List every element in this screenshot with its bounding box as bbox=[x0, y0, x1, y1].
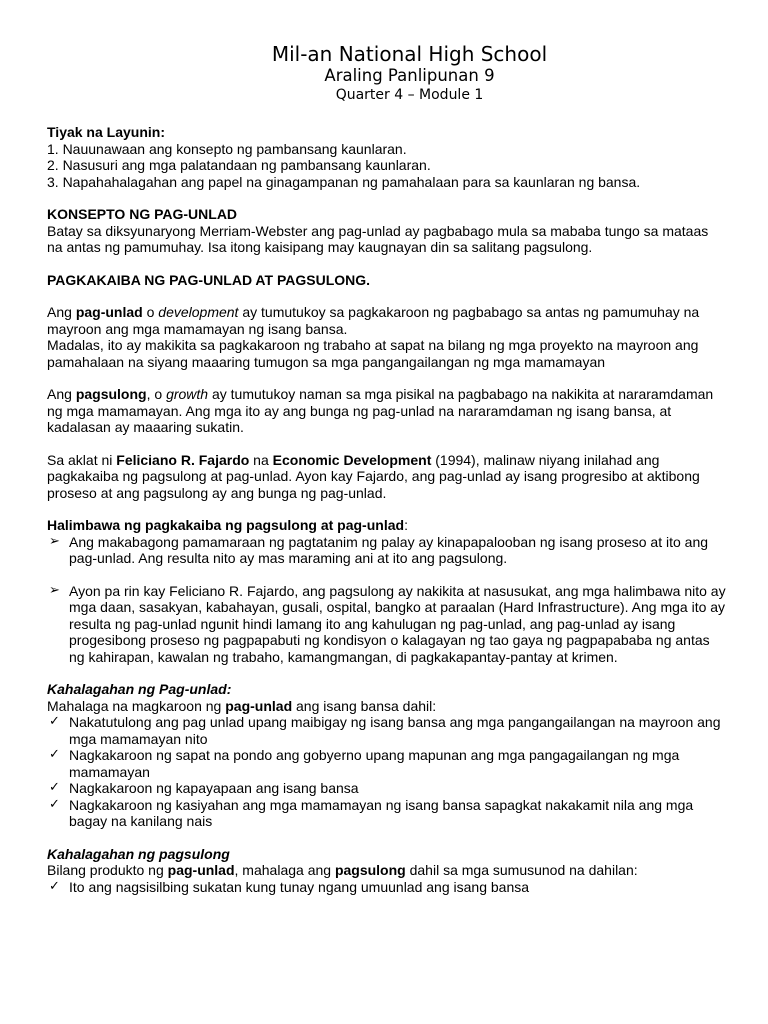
kahalagahan-sulong-title: Kahalagahan ng pagsulong bbox=[47, 845, 230, 862]
fajardo-paragraph: Sa aklat ni Feliciano R. Fajardo na Economic Development (1994), malinaw niyang inilahad ang pagkakaiba ng pagsulong at pag-unlad. Ayon kay Fajardo, ang pag-unlad ay isang progresibo at aktibong proseso at ang pagsulong ay ang bunga ng pag-unlad. bbox=[47, 451, 700, 501]
kahalagahan-unlad-list bbox=[47, 714, 727, 830]
objective-item: 3. Napahahalagahan ang papel na ginagampanan ng pamahalaan para sa kaunlaran ng bansa. bbox=[47, 173, 641, 190]
konsepto-title: KONSEPTO NG PAG-UNLAD bbox=[47, 206, 238, 222]
pagkakaiba-title: PAGKAKAIBA NG PAG-UNLAD AT PAGSULONG. bbox=[47, 271, 371, 288]
quarter-module: Quarter 4 – Module 1 bbox=[335, 87, 484, 103]
objective-item: 1. Nauunawaan ang konsepto ng pambansang kaunlaran. bbox=[47, 140, 407, 157]
list-item: ✓ Ito ang nagsisilbing sukatan kung tunay ngang umuunlad ang isang bansa bbox=[49, 878, 530, 895]
list-item: ✓ Nakatutulong ang pag unlad upang maibigay ng isang bansa ang mga pangangailangan na mayroon ang mga mamamayan nito bbox=[49, 714, 721, 747]
subject-title: Araling Panlipunan 9 bbox=[324, 66, 495, 85]
document-page bbox=[47, 42, 727, 895]
school-name: Mil-an National High School bbox=[271, 42, 548, 66]
list-item: ✓ Nagkakaroon ng kapayapaan ang isang bansa bbox=[49, 780, 359, 796]
kahalagahan-unlad-intro: Mahalaga na magkaroon ng pag-unlad ang isang bansa dahil: bbox=[47, 697, 437, 714]
check-icon: ✓ bbox=[49, 747, 60, 762]
halimbawa-list bbox=[47, 534, 727, 666]
list-item: ✓ Nagkakaroon ng kasiyahan ang mga mamamayan ng isang bansa sapagkat nakakamit nila ang mga bagay na kanilang nais bbox=[49, 796, 694, 829]
pag-unlad-definition: Ang pag-unlad o development ay tumutukoy sa pagkakaroon ng pagbabago sa antas ng pamumuhay na mayroon ang mga mamamayan ng isang bansa. bbox=[47, 304, 700, 337]
check-icon: ✓ bbox=[49, 878, 60, 894]
check-icon: ✓ bbox=[49, 714, 60, 729]
list-item: ➢ Ang makabagong pamamaraan ng pagtatanim ng palay ay kinapapalooban ng isang proseso at ito ang pag-unlad. Ang resulta nito ay mas maraming ani at ito ang pagsulong. bbox=[49, 533, 709, 566]
arrow-bullet-icon: ➢ bbox=[49, 533, 60, 549]
halimbawa-section bbox=[47, 517, 727, 665]
check-icon: ✓ bbox=[49, 780, 60, 795]
pag-unlad-explanation: Madalas, ito ay makikita sa pagkakaroon ng trabaho at sapat na bilang ng mga proyekto na mayroon ang pamahalaan na siyang maaaring tumugon sa mga pangangailangan ng mga mamamayan bbox=[47, 337, 699, 370]
list-item: ✓ Nagkakaroon ng sapat na pondo ang gobyerno upang mapunan ang mga pangagailangan ng mga mamamayan bbox=[49, 747, 680, 780]
kahalagahan-sulong-list bbox=[47, 879, 727, 896]
konsepto-body: Batay sa diksyunaryong Merriam-Webster ang pag-unlad ay pagbabago mula sa mababa tungo sa mataas na antas ng pamumuhay. Isa itong kaisipang may kaugnayan din sa salitang pagsulong. bbox=[47, 222, 709, 255]
halimbawa-title: Halimbawa ng pagkakaiba ng pagsulong at pag-unlad: bbox=[47, 517, 408, 533]
kahalagahan-sulong-intro: Bilang produkto ng pag-unlad, mahalaga ang pagsulong dahil sa mga sumusunod na dahilan: bbox=[47, 862, 638, 878]
check-icon: ✓ bbox=[49, 796, 60, 812]
list-item: ➢ Ayon pa rin kay Feliciano R. Fajardo, ang pagsulong ay nakikita at nasusukat, ang mga halimbawa nito ay mga daan, sasakyan, kabahayan, gusali, ospital, bangko at paraalan (Hard Infrastructure). Ang mga ito ay resulta ng pag-unlad ngunit hindi lamang ito ang kahulugan ng pag-unlad, ang pag-unlad ay isang progesibong proseso ng pagpapabuti ng kondisyon o kalagayan ng tao gaya ng pagpapababa ng antas ng kahirapan, kawalan ng trabaho, kamangmangan, di pagkakapantay-pantay at krimen. bbox=[49, 582, 726, 665]
document-header bbox=[92, 42, 727, 104]
kahalagahan-sulong-section bbox=[47, 846, 727, 896]
pagsulong-definition: Ang pagsulong, o growth ay tumutukoy naman sa mga pisikal na pagbabago na nakikita at nararamdaman ng mga mamamayan. Ang mga ito ay ang bunga ng pag-unlad na nararamdaman ng isang bansa, at kadalasan ay maaaring sukatin. bbox=[47, 386, 714, 435]
objective-item: 2. Nasusuri ang mga palatandaan ng pambansang kaunlaran. bbox=[47, 157, 431, 173]
objectives-section bbox=[47, 124, 727, 190]
objectives-title: Tiyak na Layunin: bbox=[47, 124, 165, 140]
kahalagahan-unlad-title: Kahalagahan ng Pag-unlad: bbox=[47, 681, 232, 697]
arrow-bullet-icon: ➢ bbox=[49, 582, 60, 598]
pagkakaiba-section bbox=[47, 272, 727, 502]
konsepto-section bbox=[47, 206, 727, 256]
kahalagahan-unlad-section bbox=[47, 681, 727, 830]
